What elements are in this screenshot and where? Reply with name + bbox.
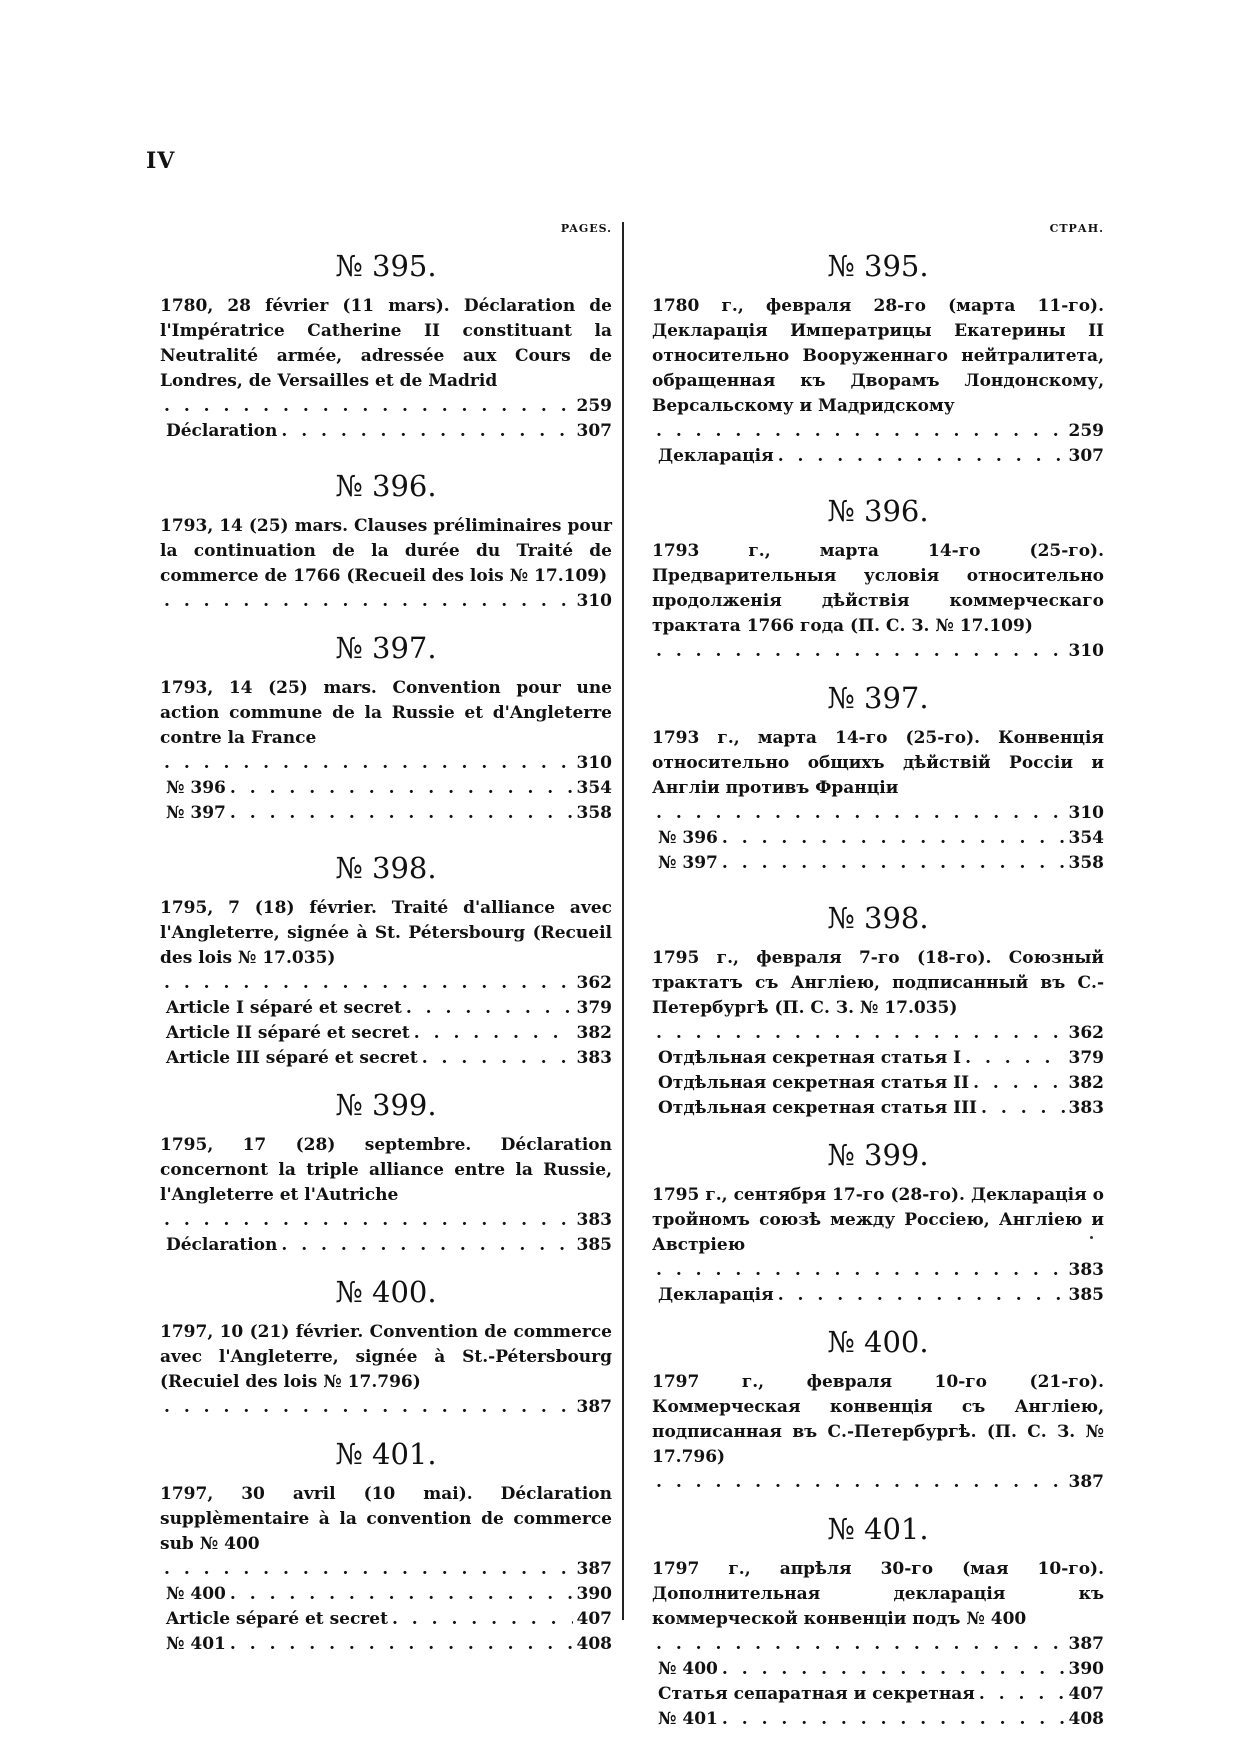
page-ref: 408: [1068, 1709, 1104, 1729]
column-header: СТРАН.: [1049, 222, 1104, 235]
entry-number: № 396.: [827, 494, 929, 528]
dot-leader: [281, 1233, 572, 1258]
sub-entry-label: Article séparé et secret: [166, 1609, 388, 1629]
dot-leader: [656, 639, 1065, 664]
sub-entry: [652, 1283, 1104, 1308]
dot-leader: [656, 1021, 1065, 1046]
toc-entry: [652, 678, 1104, 876]
sub-entry-label: № 400: [658, 1659, 718, 1679]
entry-description: [160, 514, 612, 589]
sub-entry-label: Декларація: [658, 446, 774, 466]
entry-text: г., февраля 28-го (марта 11-го). Декларація Императрицы Екатерины II относительно Вооруженнаго нейтралитета, обращенная къ Дворамъ Лондонскому, Версальскому и Мадридскому: [652, 296, 1104, 416]
dot-leader: [656, 801, 1065, 826]
dot-leader: [164, 1395, 573, 1420]
dot-leader: [230, 1582, 573, 1607]
dot-leader: [164, 1557, 573, 1582]
dot-leader: [392, 1607, 573, 1632]
sub-entry: [160, 1582, 612, 1607]
page-ref: 310: [576, 591, 612, 611]
page-ref: 387: [576, 1559, 612, 1579]
sub-entry-label: № 396: [658, 828, 718, 848]
entry-text: 14 (25) mars. Clauses préliminaires pour la continuation de la durée du Traité de commerce de 1766 (Recueil des lois № 17.109): [160, 516, 612, 586]
page-ref: 383: [576, 1210, 612, 1230]
page-ref: 385: [576, 1235, 612, 1255]
entry-description: [652, 539, 1104, 639]
entry-year: 1793: [652, 728, 700, 748]
entry-year: 1795,: [160, 898, 214, 918]
entry-number: № 401.: [335, 1437, 437, 1471]
entry-text: г., апрѣля 30-го (мая 10-го). Дополнительная декларація къ коммерческой конвенціи подъ № 400: [652, 1559, 1104, 1629]
entry-text: 30 avril (10 mai). Déclaration supplèmentaire à la convention de commerce sub № 400: [160, 1484, 612, 1554]
dot-leader: [722, 1707, 1065, 1732]
entry-text: 10 (21) février. Convention de commerce avec l'Angleterre, signée à St.-Pétersbourg (Recuiel des lois № 17.796): [160, 1322, 612, 1392]
page-number: IV: [146, 148, 176, 174]
entry-description: [160, 676, 612, 751]
entry-year: 1795: [652, 1185, 700, 1205]
page-ref: 259: [1068, 421, 1104, 441]
page-ref: 382: [1068, 1073, 1104, 1093]
entry-page-line: [160, 971, 612, 996]
entry-number: № 397.: [827, 681, 929, 715]
page-ref: 390: [576, 1584, 612, 1604]
sub-entry-label: Отдѣльная секретная статья III: [658, 1098, 978, 1118]
toc-entry: [160, 246, 612, 444]
page-ref: 307: [576, 421, 612, 441]
entry-number: № 398.: [827, 901, 929, 935]
sub-entry-label: № 397: [166, 803, 226, 823]
sub-entry: [160, 1021, 612, 1046]
sub-entry: [652, 1657, 1104, 1682]
sub-entry-label: Отдѣльная секретная статья II: [658, 1073, 970, 1093]
entry-text: г., февраля 10-го (21-го). Коммерческая конвенція съ Англіею, подписанная въ С.-Петербургѣ. (П. С. З. № 17.796): [652, 1372, 1104, 1467]
page-ref: 362: [1068, 1023, 1104, 1043]
page-ref: 383: [1068, 1098, 1104, 1118]
entries-list: [160, 246, 612, 1671]
toc-entry: [652, 491, 1104, 664]
sub-entry-label: Декларація: [658, 1285, 774, 1305]
entry-page-line: [652, 1632, 1104, 1657]
sub-entry-label: № 396: [166, 778, 226, 798]
sub-entry-label: Отдѣльная секретная статья I: [658, 1048, 962, 1068]
entry-year: 1793: [652, 541, 700, 561]
column-header: PAGES.: [560, 222, 612, 235]
entry-page-line: [652, 1021, 1104, 1046]
entry-number: № 395.: [335, 249, 437, 283]
entry-spacer: [160, 1071, 612, 1085]
sub-entry-label: Article I séparé et secret: [166, 998, 402, 1018]
dot-leader: [656, 1258, 1065, 1283]
page-ref: 310: [1068, 641, 1104, 661]
toc-entry: [160, 466, 612, 614]
entry-spacer: [160, 1258, 612, 1272]
entry-page-line: [652, 1258, 1104, 1283]
entry-description: [652, 294, 1104, 419]
dot-leader: [406, 996, 573, 1021]
sub-entry: [160, 1632, 612, 1657]
entry-number: № 396.: [335, 469, 437, 503]
entry-spacer: [652, 876, 1104, 898]
sub-entry-label: Article III séparé et secret: [166, 1048, 418, 1068]
page-ref: 354: [576, 778, 612, 798]
entry-text: г., сентября 17-го (28-го). Декларація о тройномъ союзѣ между Россіею, Англіею и Австріею: [652, 1185, 1104, 1255]
entry-spacer: [652, 1732, 1104, 1746]
toc-entry: [160, 848, 612, 1071]
dot-leader: [281, 419, 572, 444]
sub-entry-label: Article II séparé et secret: [166, 1023, 410, 1043]
entry-spacer: [652, 1308, 1104, 1322]
entry-year: 1795,: [160, 1135, 214, 1155]
entry-text: 17 (28) septembre. Déclaration concernont la triple alliance entre la Russie, l'Angleterre et l'Autriche: [160, 1135, 612, 1205]
entry-number: № 401.: [827, 1512, 929, 1546]
dot-leader: [656, 1632, 1065, 1657]
entry-number: № 400.: [335, 1275, 437, 1309]
page-ref: 387: [1068, 1472, 1104, 1492]
sub-entry-label: № 401: [658, 1709, 718, 1729]
entry-page-line: [160, 1208, 612, 1233]
entry-number: № 397.: [335, 631, 437, 665]
sub-entry: [652, 1682, 1104, 1707]
page-ref: 387: [576, 1397, 612, 1417]
toc-entry: [652, 246, 1104, 469]
stray-mark: [1090, 1236, 1093, 1239]
entry-text: г., февраля 7-го (18-го). Союзный трактатъ съ Англіею, подписанный въ С.-Петербургѣ (П. С. З. № 17.035): [652, 948, 1104, 1018]
sub-entry: [160, 1607, 612, 1632]
entry-page-line: [160, 1395, 612, 1420]
entry-page-line: [160, 751, 612, 776]
entry-year: 1797,: [160, 1484, 214, 1504]
entry-page-line: [652, 801, 1104, 826]
entry-text: г., марта 14-го (25-го). Конвенція относительно общихъ дѣйствій Россіи и Англіи противъ Франціи: [652, 728, 1104, 798]
dot-leader: [722, 851, 1065, 876]
page-ref: 382: [576, 1023, 612, 1043]
entry-number: № 400.: [827, 1325, 929, 1359]
page-ref: 385: [1068, 1285, 1104, 1305]
entry-page-line: [160, 394, 612, 419]
sub-entry: [652, 826, 1104, 851]
dot-leader: [230, 776, 573, 801]
entries-list: [652, 246, 1104, 1746]
dot-leader: [722, 1657, 1065, 1682]
page-ref: 358: [1068, 853, 1104, 873]
sub-entry: [652, 1707, 1104, 1732]
sub-entry: [652, 1096, 1104, 1121]
dot-leader: [973, 1071, 1064, 1096]
entry-page-line: [160, 589, 612, 614]
entry-number: № 395.: [827, 249, 929, 283]
toc-entry: [160, 1085, 612, 1258]
sub-entry-label: Déclaration: [166, 421, 278, 441]
page-ref: 390: [1068, 1659, 1104, 1679]
page-ref: 407: [1068, 1684, 1104, 1704]
entry-number: № 399.: [827, 1138, 929, 1172]
page-ref: 354: [1068, 828, 1104, 848]
sub-entry: [160, 419, 612, 444]
page-ref: 362: [576, 973, 612, 993]
toc-entry: [160, 1434, 612, 1657]
dot-leader: [656, 419, 1065, 444]
dot-leader: [722, 826, 1065, 851]
dot-leader: [164, 971, 573, 996]
sub-entry: [652, 1046, 1104, 1071]
dot-leader: [656, 1470, 1065, 1495]
sub-entry: [160, 801, 612, 826]
dot-leader: [422, 1046, 573, 1071]
entry-page-line: [652, 639, 1104, 664]
sub-entry: [160, 1046, 612, 1071]
page-ref: 383: [576, 1048, 612, 1068]
page-ref: 408: [576, 1634, 612, 1654]
entry-text: 28 février (11 mars). Déclaration de l'Impératrice Catherine II constituant la Neutralité armée, adressée aux Cours de Londres, de Versailles et de Madrid: [160, 296, 612, 391]
entry-number: № 399.: [335, 1088, 437, 1122]
right-column: [652, 222, 1104, 1746]
toc-entry: [160, 1272, 612, 1420]
page-ref: 383: [1068, 1260, 1104, 1280]
entry-year: 1797: [652, 1559, 700, 1579]
sub-entry: [160, 1233, 612, 1258]
sub-entry-label: Статья сепаратная и секретная: [658, 1684, 975, 1704]
toc-entry: [160, 628, 612, 826]
dot-leader: [164, 1208, 573, 1233]
entry-description: [652, 1370, 1104, 1470]
page-ref: 307: [1068, 446, 1104, 466]
entry-description: [160, 294, 612, 394]
entry-description: [160, 1482, 612, 1557]
page-ref: 387: [1068, 1634, 1104, 1654]
sub-entry: [160, 996, 612, 1021]
entry-text: г., марта 14-го (25-го). Предварительныя условія относительно продолженія дѣйствія коммерческаго трактата 1766 года (П. С. З. № 17.109): [652, 541, 1104, 636]
dot-leader: [414, 1021, 573, 1046]
sub-entry: [652, 851, 1104, 876]
entry-description: [652, 1183, 1104, 1258]
sub-entry-label: № 400: [166, 1584, 226, 1604]
entry-year: 1797,: [160, 1322, 214, 1342]
entry-page-line: [652, 1470, 1104, 1495]
dot-leader: [981, 1096, 1064, 1121]
entry-page-line: [160, 1557, 612, 1582]
dot-leader: [164, 394, 573, 419]
entry-text: 7 (18) février. Traité d'alliance avec l'Angleterre, signée à St. Pétersbourg (Recueil des lois № 17.035): [160, 898, 612, 968]
entry-spacer: [160, 1657, 612, 1671]
dot-leader: [965, 1046, 1064, 1071]
entry-year: 1780: [652, 296, 700, 316]
entry-description: [652, 1557, 1104, 1632]
entry-spacer: [160, 826, 612, 848]
dot-leader: [778, 1283, 1065, 1308]
sub-entry-label: № 397: [658, 853, 718, 873]
entry-year: 1797: [652, 1372, 700, 1392]
page-ref: 259: [576, 396, 612, 416]
dot-leader: [230, 1632, 573, 1657]
entry-text: 14 (25) mars. Convention pour une action commune de la Russie et d'Angleterre contre la France: [160, 678, 612, 748]
page-ref: 358: [576, 803, 612, 823]
entry-spacer: [652, 664, 1104, 678]
entry-spacer: [652, 1121, 1104, 1135]
dot-leader: [164, 751, 573, 776]
entry-year: 1793,: [160, 678, 214, 698]
entry-year: 1795: [652, 948, 700, 968]
toc-entry: [652, 1509, 1104, 1732]
entry-number: № 398.: [335, 851, 437, 885]
entry-spacer: [160, 444, 612, 466]
entry-spacer: [160, 1420, 612, 1434]
entry-page-line: [652, 419, 1104, 444]
entry-description: [160, 896, 612, 971]
entry-description: [160, 1133, 612, 1208]
page-ref: 379: [576, 998, 612, 1018]
sub-entry: [652, 1071, 1104, 1096]
sub-entry: [160, 776, 612, 801]
column-divider: [622, 222, 624, 1620]
sub-entry-label: Déclaration: [166, 1235, 278, 1255]
toc-entry: [652, 898, 1104, 1121]
dot-leader: [979, 1682, 1065, 1707]
toc-entry: [652, 1135, 1104, 1308]
dot-leader: [230, 801, 573, 826]
entry-spacer: [652, 1495, 1104, 1509]
page-ref: 379: [1068, 1048, 1104, 1068]
entry-spacer: [160, 614, 612, 628]
dot-leader: [164, 589, 573, 614]
sub-entry-label: № 401: [166, 1634, 226, 1654]
dot-leader: [778, 444, 1065, 469]
sub-entry: [652, 444, 1104, 469]
toc-entry: [652, 1322, 1104, 1495]
entry-description: [652, 946, 1104, 1021]
page-ref: 310: [1068, 803, 1104, 823]
entry-description: [160, 1320, 612, 1395]
entry-description: [652, 726, 1104, 801]
entry-year: 1793,: [160, 516, 214, 536]
page-ref: 407: [576, 1609, 612, 1629]
page-ref: 310: [576, 753, 612, 773]
entry-spacer: [652, 469, 1104, 491]
entry-year: 1780,: [160, 296, 214, 316]
left-column: [160, 222, 612, 1671]
